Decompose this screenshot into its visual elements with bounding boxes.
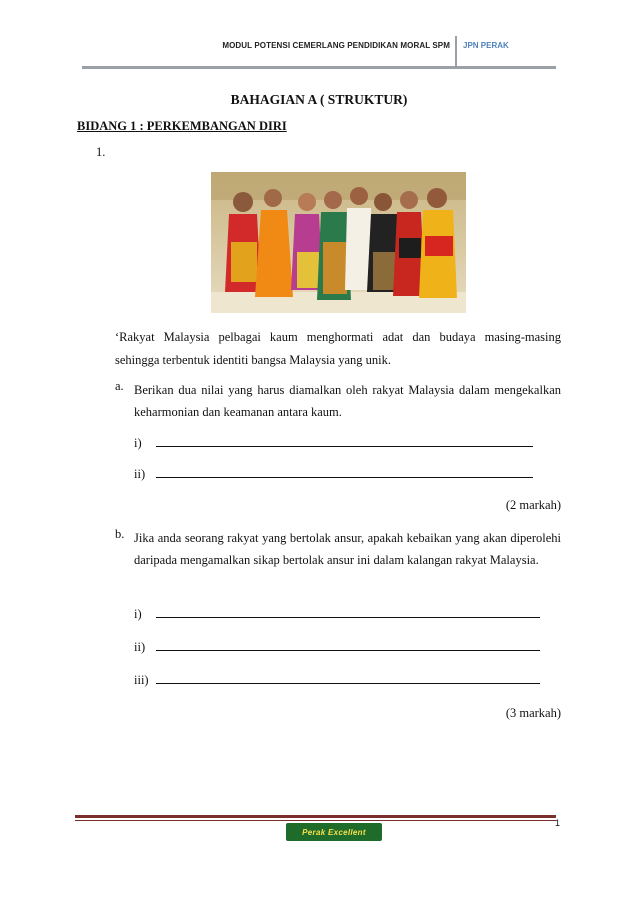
part-b-label: b. [115,527,125,541]
answer-line[interactable] [156,683,540,684]
footer-rule-thin [75,820,556,821]
header-rule [82,66,556,69]
statement [115,326,561,372]
answer-number: iii) [134,673,149,687]
group-photo-icon [211,172,466,313]
answer-line[interactable] [156,477,533,478]
answer-b-3 [134,673,540,688]
answer-a-1 [134,436,533,451]
page-number: 1 [555,818,561,828]
perak-excellent-logo: Perak Excellent [286,823,382,841]
header-separator [455,36,457,68]
part-b-text: Jika anda seorang rakyat yang bertolak ansur, apakah kebaikan yang akan diperolehi daripada mengamalkan sikap bertolak ansur ini dalam kalangan rakyat Malaysia. [134,531,561,567]
statement-line-1: ‘Rakyat Malaysia pelbagai kaum menghormati adat dan budaya masing-masing [115,330,561,344]
footer-rule [75,815,556,818]
answer-line[interactable] [156,446,533,447]
bidang-heading: BIDANG 1 : PERKEMBANGAN DIRI [77,119,287,133]
answer-a-2 [134,467,533,482]
header-org: JPN PERAK [463,41,509,50]
answer-number: ii) [134,640,146,654]
section-heading: BAHAGIAN A ( STRUKTUR) [230,92,408,107]
answer-number: i) [134,436,142,450]
answer-b-1 [134,607,540,622]
marks-a: (2 markah) [505,498,561,512]
answer-line[interactable] [156,650,540,651]
statement-line-2: sehingga terbentuk identiti bangsa Malaysia yang unik. [115,353,391,367]
answer-b-2 [134,640,540,655]
marks-b: (3 markah) [505,706,561,720]
answer-number: i) [134,607,142,621]
answer-number: ii) [134,467,146,481]
part-a-text: Berikan dua nilai yang harus diamalkan oleh rakyat Malaysia dalam mengekalkan keharmonian dan keamanan antara kaum. [134,383,561,419]
header-title: MODUL POTENSI CEMERLANG PENDIDIKAN MORAL SPM [222,41,450,50]
answer-line[interactable] [156,617,540,618]
part-a-label: a. [115,379,124,393]
question-number: 1. [96,145,106,159]
